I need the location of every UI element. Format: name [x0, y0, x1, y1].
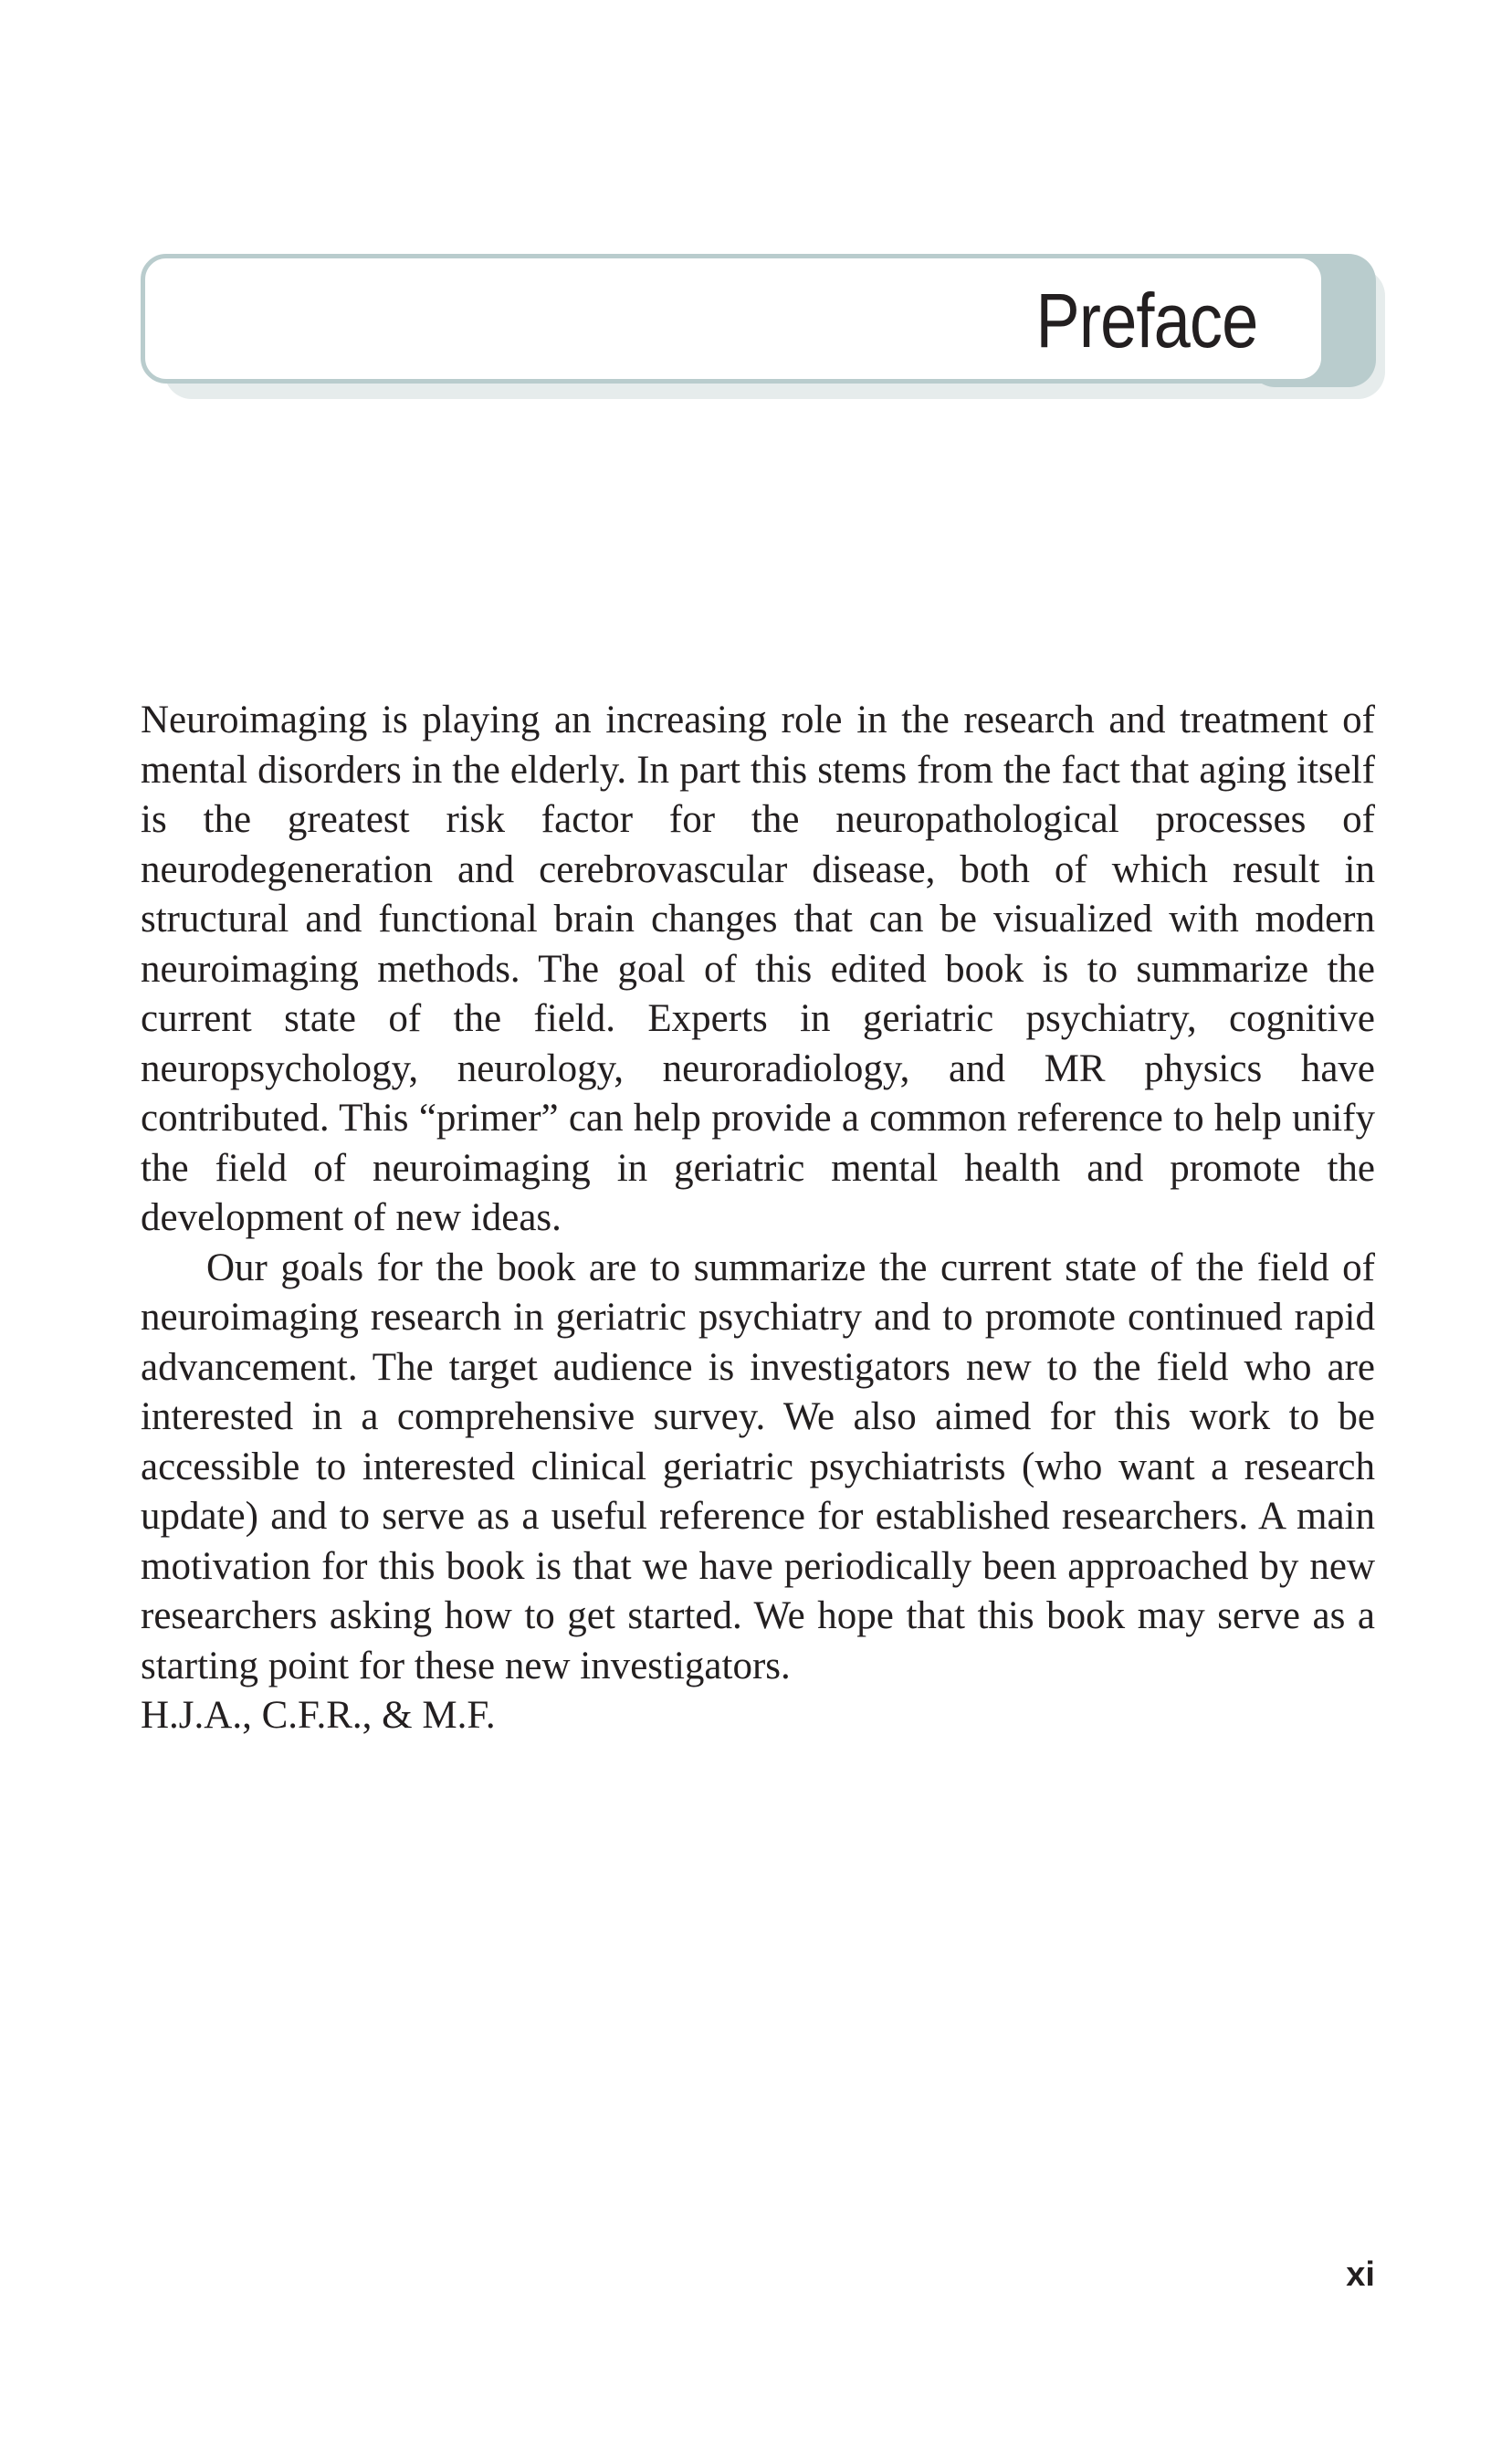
page-title: Preface [1035, 278, 1257, 363]
signature: H.J.A., C.F.R., & M.F. [141, 1694, 496, 1737]
title-banner-box [141, 254, 1326, 384]
paragraph-1: Neuroimaging is playing an increasing role in the research and treatment of mental disorders in the elderly. In part this stems from the fact that aging itself is the greatest risk factor for the neuropathological processes of neurodegeneration and cerebrovascular disease, both of which result in structural and functional brain changes that can be visualized with modern neuroimaging methods. The goal of this edited book is to summarize the current state of the field. Experts in geriatric psychiatry, cognitive neuropsychology, neurology, neuroradiology, and MR physics have contributed. This “primer” can help provide a common reference to help unify the field of neuroimaging in geriatric mental health and promote the development of new ideas. [141, 699, 1375, 1239]
page-number: xi [1346, 2255, 1375, 2294]
chapter-title-banner [141, 254, 1376, 387]
paragraph-2: Our goals for the book are to summarize the current state of the field of neuroimaging research in geriatric psychiatry and to promote continued rapid advancement. The target audience is investigators new to the field who are interested in a comprehensive survey. We also aimed for this work to be accessible to interested clinical geriatric psychiatrists (who want a research update) and to serve as a useful reference for established researchers. A main motivation for this book is that we have periodically been approached by new researchers asking how to get started. We hope that this book may serve as a starting point for these new investigators. [141, 1246, 1375, 1687]
preface-body [141, 696, 1375, 1741]
